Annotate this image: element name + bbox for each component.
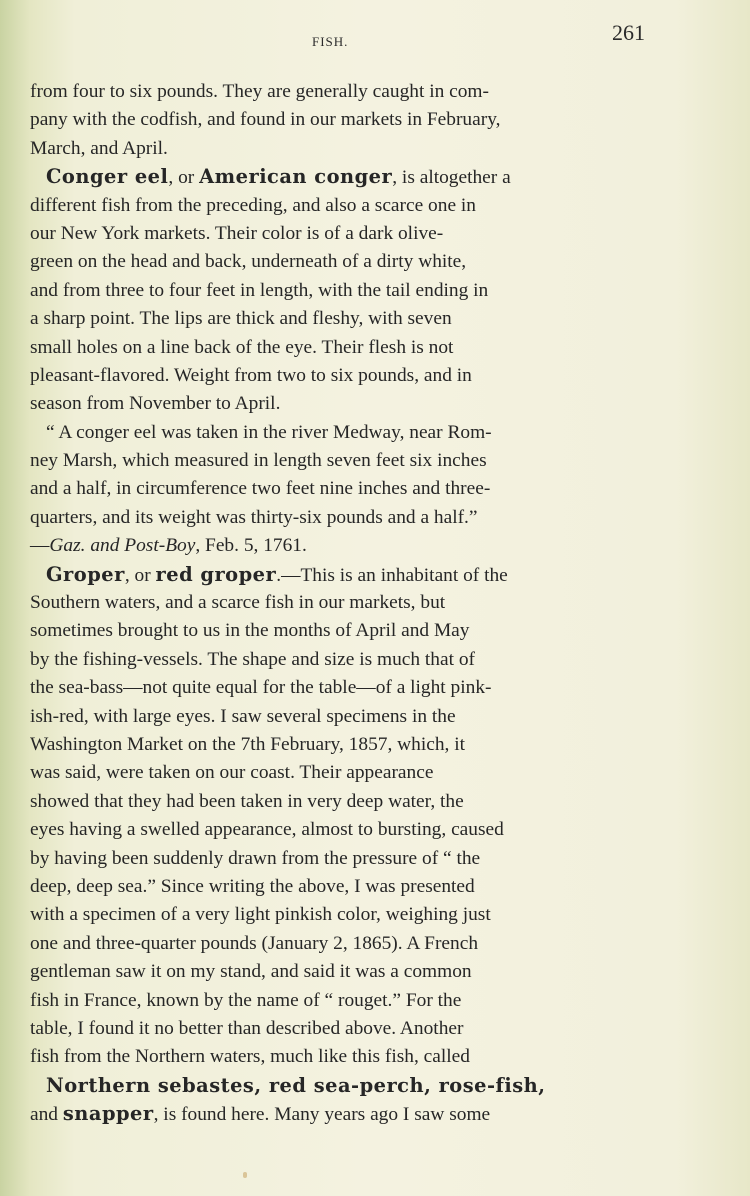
text-line: “ A conger eel was taken in the river Medway, near Rom-: [46, 421, 492, 443]
text-line: eyes having a swelled appearance, almost to bursting, caused: [30, 819, 504, 841]
text-run: and: [30, 1104, 63, 1126]
page-number: 261: [612, 20, 645, 45]
text-line: sometimes brought to us in the months of April and May: [30, 620, 470, 642]
text-run: —: [30, 535, 50, 557]
text-run: .—This is an inhabitant of the: [276, 564, 508, 586]
text-line: our New York markets. Their color is of a dark olive-: [30, 222, 444, 244]
running-head: [0, 20, 750, 54]
text-line: pleasant-flavored. Weight from two to six pounds, and in: [30, 364, 472, 386]
text-line: small holes on a line back of the eye. Their flesh is not: [30, 336, 454, 358]
text-line: ney Marsh, which measured in length seven feet six inches: [30, 450, 487, 472]
bold-term: snapper: [62, 1102, 154, 1126]
text-line: the sea-bass—not quite equal for the table—of a light pink-: [30, 677, 492, 699]
text-line: season from November to April.: [30, 393, 281, 415]
text-run: , Feb. 5, 1761.: [195, 535, 307, 557]
paper-stain: [243, 1172, 247, 1178]
text-line: a sharp point. The lips are thick and fleshy, with seven: [30, 308, 452, 330]
text-line: quarters, and its weight was thirty-six pounds and a half.”: [30, 506, 478, 528]
body-text: [30, 78, 670, 1128]
italic-citation: Gaz. and Post-Boy: [49, 535, 196, 557]
text-line: pany with the codfish, and found in our markets in February,: [30, 109, 501, 131]
text-line: different fish from the preceding, and also a scarce one in: [30, 194, 476, 216]
text-line: one and three-quarter pounds (January 2, 1865). A French: [30, 932, 479, 954]
text-line: by having been suddenly drawn from the pressure of “ the: [30, 847, 481, 869]
text-run: , is found here. Many years ago I saw some: [153, 1104, 491, 1126]
text-line: gentleman saw it on my stand, and said it was a common: [30, 961, 472, 983]
text-line: was said, were taken on our coast. Their appearance: [30, 762, 434, 784]
text-line: and from three to four feet in length, with the tail ending in: [30, 279, 489, 301]
bold-term: American conger: [199, 165, 393, 189]
text-line: from four to six pounds. They are generally caught in com-: [30, 81, 489, 102]
text-line: deep, deep sea.” Since writing the above, I was presented: [30, 875, 475, 897]
text-line: showed that they had been taken in very deep water, the: [30, 790, 464, 812]
text-run: , or: [168, 167, 200, 189]
text-line: by the fishing-vessels. The shape and size is much that of: [30, 648, 475, 670]
bold-term: Groper: [46, 562, 125, 586]
text-line: Washington Market on the 7th February, 1857, which, it: [30, 733, 466, 755]
text-line: [30, 163, 670, 191]
text-line: March, and April.: [30, 137, 168, 159]
text-line: Southern waters, and a scarce fish in our markets, but: [30, 592, 446, 614]
bold-term: red groper: [155, 562, 277, 586]
bold-term: Northern sebastes, red sea-perch, rose-fish,: [46, 1073, 546, 1097]
text-line: ish-red, with large eyes. I saw several specimens in the: [30, 705, 456, 727]
text-run: , is altogether a: [392, 167, 511, 189]
text-line: [30, 561, 670, 589]
text-line: green on the head and back, underneath of a dirty white,: [30, 251, 467, 273]
text-line: [30, 532, 670, 560]
text-line: fish in France, known by the name of “ rouget.” For the: [30, 989, 462, 1011]
bold-term: Conger eel: [46, 165, 169, 189]
text-line: table, I found it no better than described above. Another: [30, 1017, 464, 1039]
text-line: and a half, in circumference two feet nine inches and three-: [30, 478, 491, 500]
text-line: with a specimen of a very light pinkish color, weighing just: [30, 904, 491, 926]
running-head-title: FISH.: [312, 34, 349, 49]
text-line: [30, 1072, 670, 1100]
text-line: [30, 1100, 670, 1128]
text-run: , or: [124, 564, 156, 586]
text-line: fish from the Northern waters, much like this fish, called: [30, 1046, 470, 1068]
